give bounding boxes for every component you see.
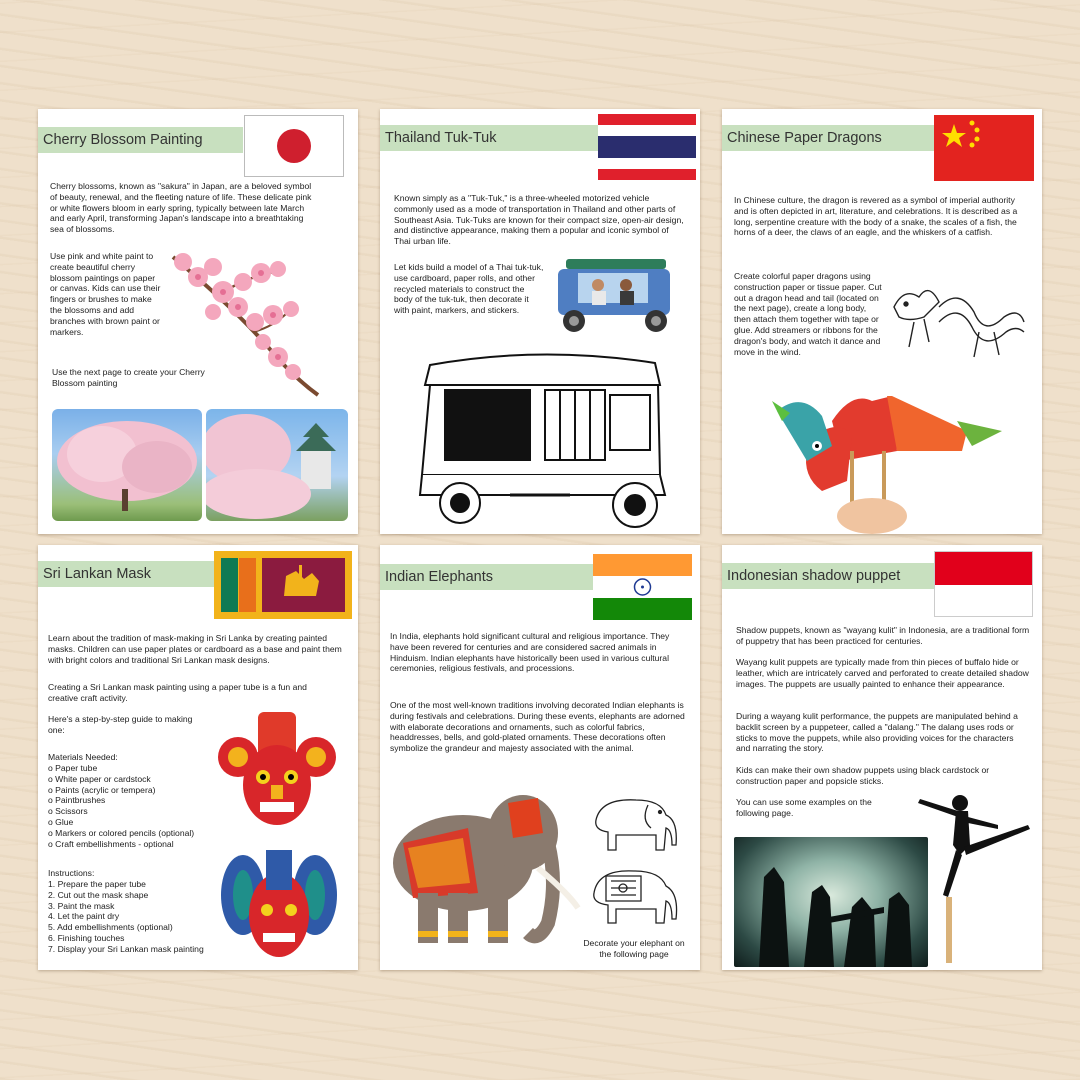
list-item: o Markers or colored pencils (optional) [48, 828, 238, 839]
list-item: o Paints (acrylic or tempera) [48, 785, 238, 796]
wayang-kulit-performance-photo [734, 837, 928, 967]
card-activity-text: Let kids build a model of a Thai tuk-tuk, use cardboard, paper rolls, and other recycled materials to construct the body of the tuk-tuk, then decorate it with paint, markers, and stickers. [394, 262, 544, 316]
list-item: Let the paint dry [57, 911, 120, 922]
card-indian-elephants [380, 545, 700, 970]
card-body-text: One of the most well-known traditions involving decorated Indian elephants is during festivals and celebrations. During these events, elephants are adorned with elaborate decorations and ornaments, such as colorful fabrics, headdresses, bells, and gold-plated ornaments. These decorations often symbolize the grandeur and majesty associated with the animal. [390, 700, 685, 754]
list-item: Paint the mask [57, 900, 115, 911]
tuk-tuk-photo [548, 253, 684, 339]
card-title: Indonesian shadow puppet [727, 568, 901, 584]
list-item: o Scissors [48, 806, 238, 817]
card-title: Sri Lankan Mask [43, 566, 151, 582]
card-intro-text: In Chinese culture, the dragon is revered as a symbol of imperial authority and is often depicted in art, literature, and celebrations. It is described as a long, serpentine creature with the body of a snake, the scales of a fish, the horns of a deer, the claws of an eagle, and the whiskers of a catfish. [734, 195, 1018, 238]
paragraph-2: Wayang kulit puppets are typically made from thin pieces of buffalo hide or leather, which are intricately carved and perforated to create detailed shadow images. The puppets are usually painted to enhance their appearance. [736, 657, 1029, 689]
paragraph-4: Kids can make their own shadow puppets using black cardstock or construction paper and popsicle sticks. [736, 765, 990, 786]
materials-heading: Materials Needed: [48, 752, 118, 762]
card-title: Cherry Blossom Painting [43, 132, 203, 148]
card-indonesian-shadow-puppet [722, 545, 1042, 970]
cherry-castle-photo [206, 409, 348, 521]
sri-lanka-flag [214, 551, 352, 619]
paragraph-3: During a wayang kulit performance, the puppets are manipulated behind a backlit screen by a puppeteer, called a "dalang." The dalang uses rods or sticks to move the puppets, while also providing voices for the characters and narrating the story. [736, 711, 1018, 754]
card-activity-text: Use pink and white paint to create beautiful cherry blossom paintings on paper or canvas. Kids can use their fingers or brushes to make the blossoms and add branches with brown paint or markers. [50, 251, 161, 337]
card-title: Chinese Paper Dragons [727, 130, 882, 146]
card-caption-text: Decorate your elephant on the following page [583, 938, 685, 959]
list-item: Prepare the paper tube [57, 879, 146, 889]
card-intro-text: Known simply as a "Tuk-Tuk," is a three-wheeled motorized vehicle commonly used as a mode of transportation in Thailand and other parts of Southeast Asia. Tuk-Tuks are known for their compact size, open-air design, and distinctive appearance, making them a popular and iconic symbol of Thai urban life. [394, 193, 684, 247]
card-title: Indian Elephants [385, 569, 494, 585]
list-item: o Paintbrushes [48, 795, 238, 806]
card-intro-text: In India, elephants hold significant cultural and religious importance. They have been revered for centuries and are considered sacred animals in Hinduism. Indian elephants have historically been used in various cultural ceremonies, religious festivals, and processions. [390, 631, 670, 674]
list-item: Display your Sri Lankan mask painting [57, 943, 204, 954]
card-title-band [722, 563, 936, 589]
list-item: o Craft embellishments - optional [48, 839, 238, 850]
card-guide-text: Here's a step-by-step guide to making one: [48, 714, 193, 735]
list-item: Add embellishments (optional) [57, 922, 173, 933]
card-chinese-paper-dragons [722, 109, 1042, 534]
indonesia-flag [934, 551, 1033, 617]
decorated-elephant-photo [388, 783, 583, 955]
list-item: Finishing touches [57, 932, 125, 943]
blue-mask-image [218, 845, 340, 965]
elephant-outline-drawing [586, 790, 686, 858]
card-intro-text: Learn about the tradition of mask-making in Sri Lanka by creating painted masks. Children can use paper plates or cardboard as a base and paint them with bright colors and traditional Sri Lankan mask designs. [48, 633, 342, 665]
list-item: o Glue [48, 817, 238, 828]
card-activity-text: Create colorful paper dragons using construction paper or tissue paper. Cut out a dragon head and tail (located on the next page), create a long body, then attach them together with tape or glue. Add streamers or ribbons for the dragon's body, and watch it dance and move in the wind. [734, 271, 882, 357]
china-flag [934, 115, 1034, 181]
card-activity-text: Creating a Sri Lankan mask painting using a paper tube is a fun and creative craft activity. [48, 682, 307, 703]
red-mask-image [216, 707, 338, 837]
instructions-heading: Instructions: [48, 868, 95, 878]
card-sri-lankan-mask [38, 545, 358, 970]
card-cherry-blossom [38, 109, 358, 534]
dragon-line-drawing [884, 277, 1029, 367]
materials-list [48, 763, 238, 849]
list-item: Cut out the mask shape [57, 889, 149, 900]
decorated-elephant-drawing [586, 861, 686, 931]
japan-flag [244, 115, 344, 177]
thailand-flag [598, 114, 696, 180]
card-title-band [38, 127, 243, 153]
card-title: Thailand Tuk-Tuk [385, 130, 497, 146]
card-thailand-tuk-tuk [380, 109, 700, 534]
paragraph-1: Shadow puppets, known as "wayang kulit" in Indonesia, are a traditional form of puppetry that has been practiced for centuries. [736, 625, 1030, 646]
card-title-band [722, 125, 934, 151]
card-next-page-text: Use the next page to create your Cherry Blossom painting [52, 367, 205, 388]
card-title-band [380, 564, 594, 590]
paper-dragon-puppet-photo [762, 391, 1002, 534]
card-title-band [38, 561, 216, 587]
tuk-tuk-line-drawing [410, 345, 672, 530]
card-intro-text: Cherry blossoms, known as "sakura" in Japan, are a beloved symbol of beauty, renewal, and the fleeting nature of life. These delicate pink or white flowers bloom in early spring, typically between late March and early April, transforming Japan's landscape into a breathtaking sea of blossoms. [50, 181, 312, 235]
cherry-tree-photo [52, 409, 202, 521]
india-flag [593, 554, 692, 620]
paragraph-5: You can use some examples on the following page. [736, 797, 872, 818]
list-item: o White paper or cardstock [48, 774, 238, 785]
list-item: o Paper tube [48, 763, 238, 774]
card-title-band [380, 125, 598, 151]
